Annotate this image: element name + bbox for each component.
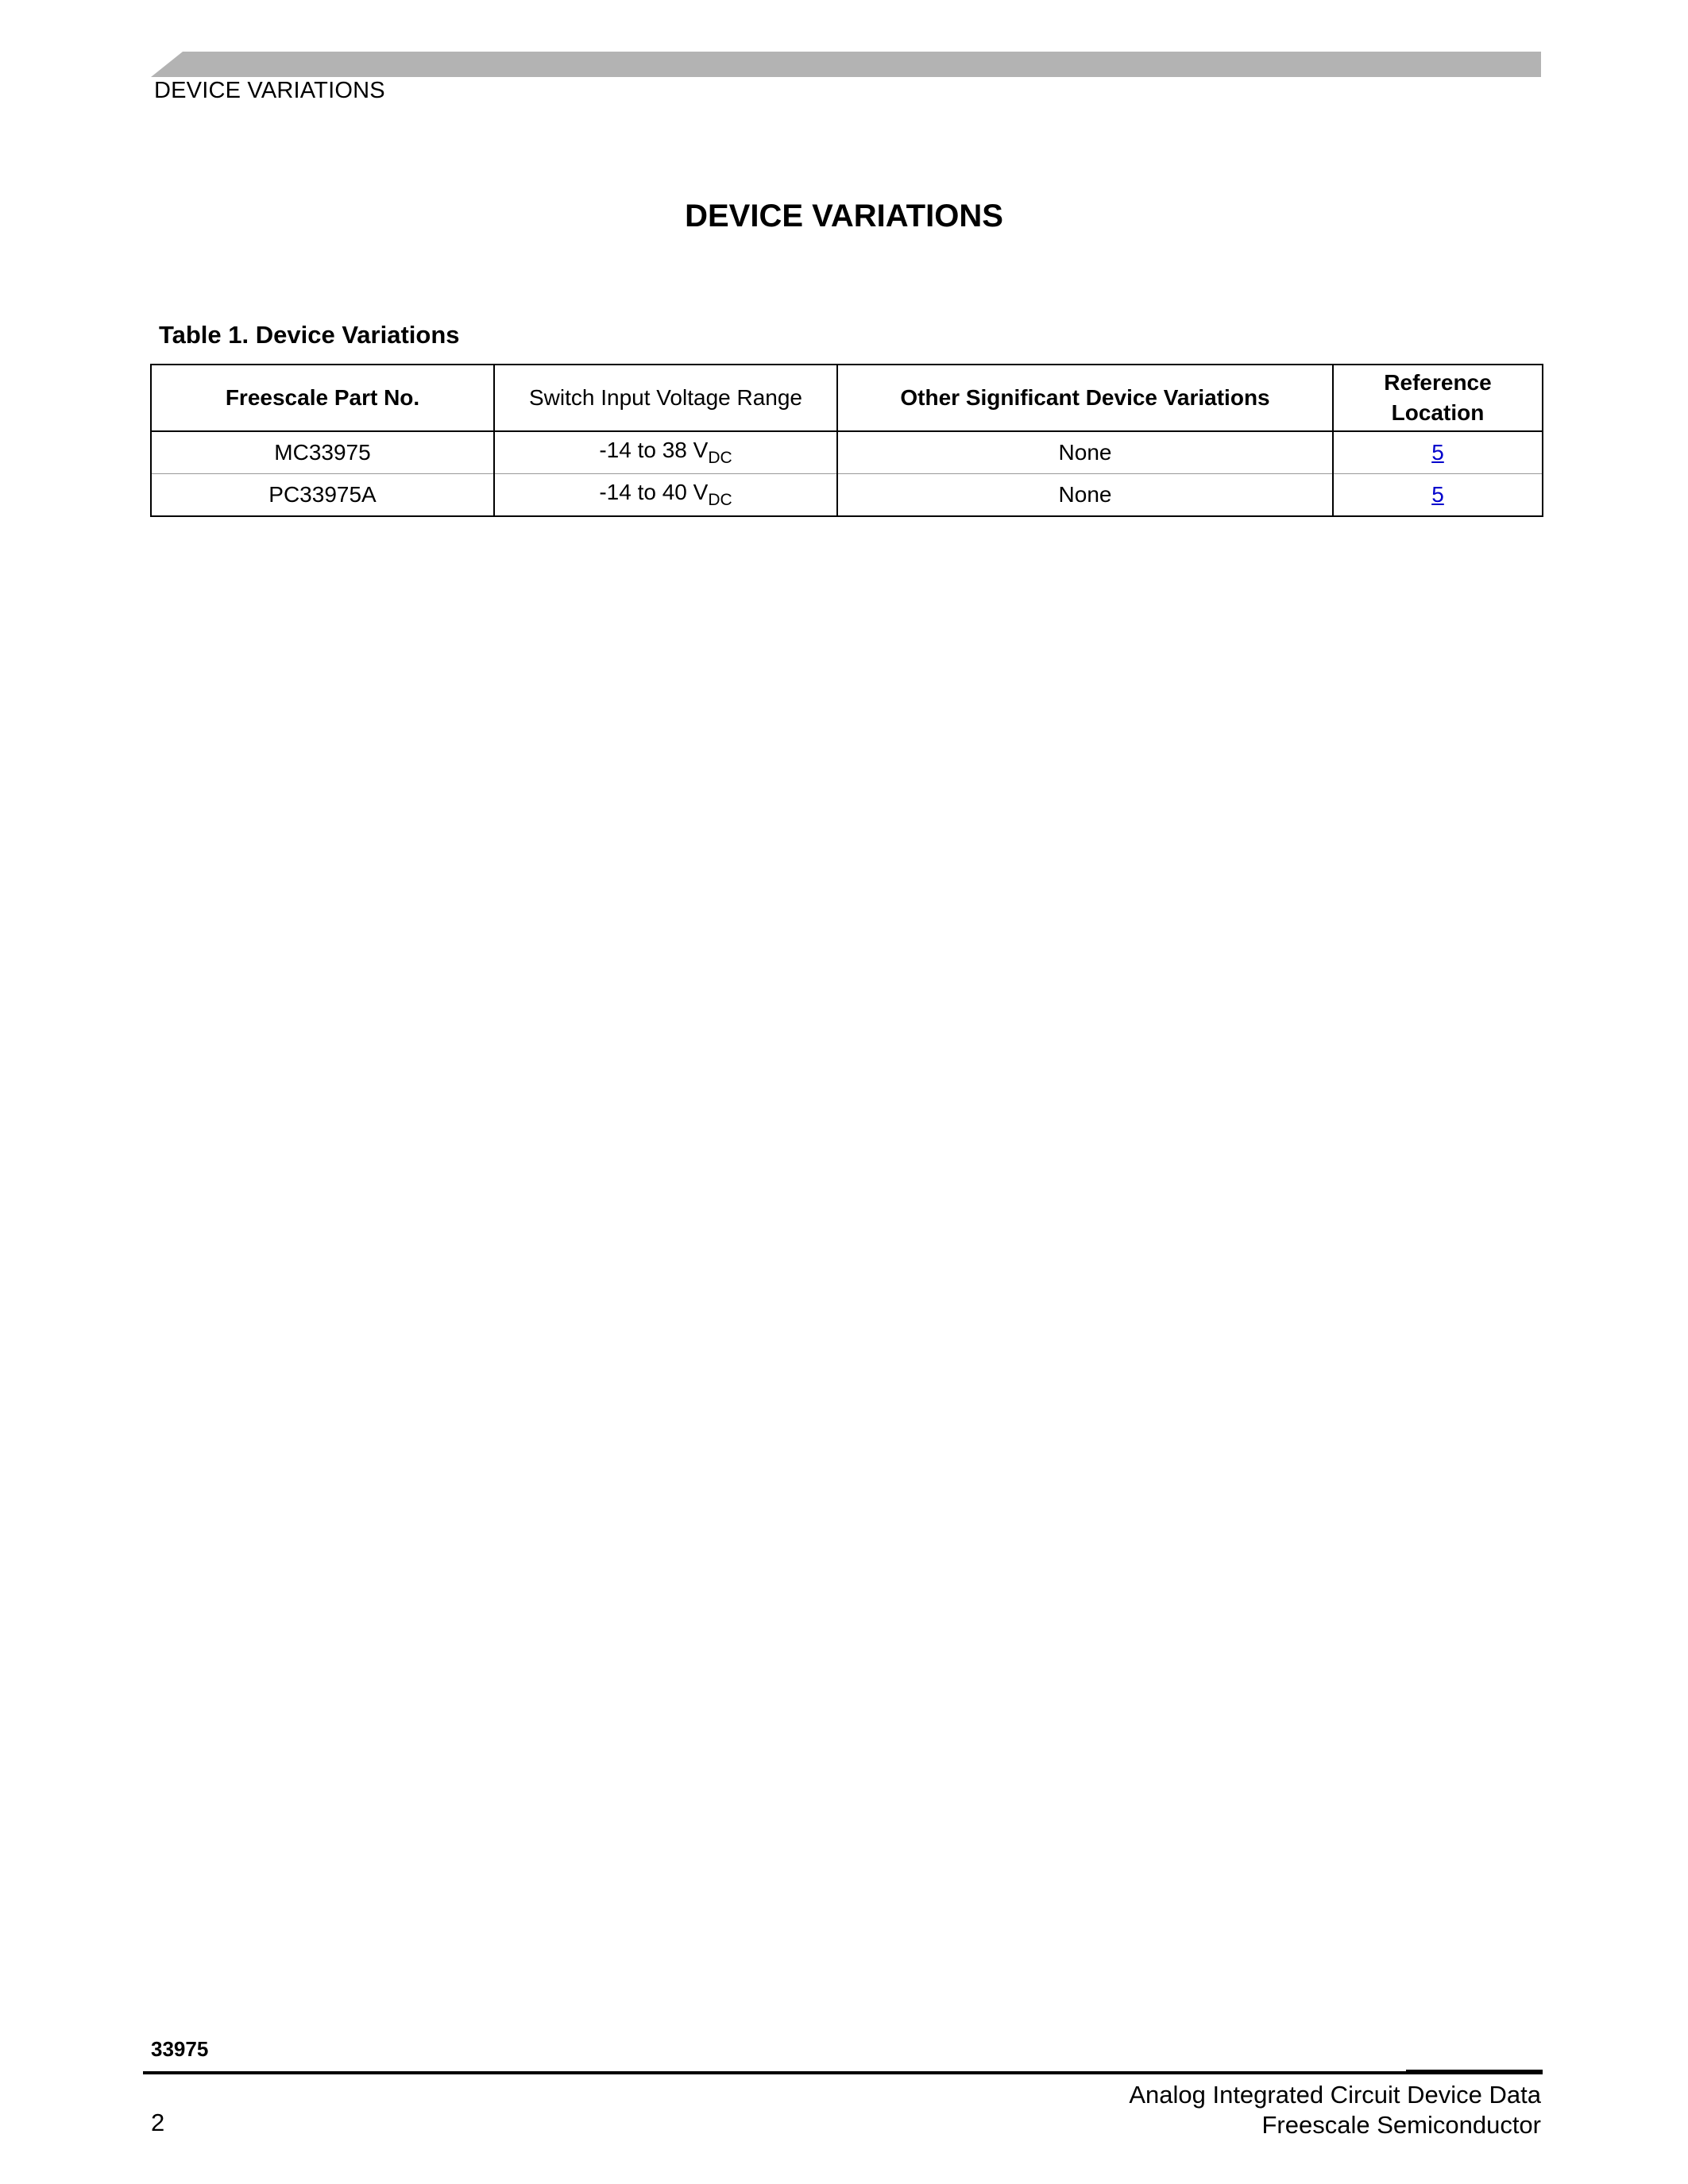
footer-doc-title: Analog Integrated Circuit Device Data [1129,2081,1541,2109]
column-header-voltage: Switch Input Voltage Range [494,365,837,431]
table-caption: Table 1. Device Variations [159,321,460,349]
footer-part-number: 33975 [151,2037,209,2061]
voltage-unit-subscript: DC [708,449,732,467]
table-row [151,474,1543,517]
device-variations-table [150,364,1543,517]
reference-cell [1333,474,1543,517]
footer-rule [143,2067,1543,2075]
footer-company: Freescale Semiconductor [1261,2111,1541,2139]
voltage-range-cell [494,474,837,517]
page-title: DEVICE VARIATIONS [685,199,1003,233]
reference-cell [1333,431,1543,474]
voltage-range-value: -14 to 38 V [599,438,709,462]
table-row [151,431,1543,474]
part-number-cell: MC33975 [151,431,494,474]
voltage-range-value: -14 to 40 V [599,480,709,504]
column-header-part: Freescale Part No. [151,365,494,431]
header-bar [151,52,1541,77]
variations-cell: None [837,431,1333,474]
footer-doc-info [1129,2080,1541,2140]
running-head: DEVICE VARIATIONS [154,78,385,103]
reference-link[interactable]: 5 [1431,440,1444,465]
variations-cell: None [837,474,1333,517]
page-number: 2 [151,2109,165,2136]
column-header-variations: Other Significant Device Variations [837,365,1333,431]
reference-link[interactable]: 5 [1431,482,1444,507]
part-number-cell: PC33975A [151,474,494,517]
voltage-unit-subscript: DC [708,491,732,509]
voltage-range-cell [494,431,837,474]
column-header-reference-label: Reference Location [1384,370,1492,425]
table-header-row [151,365,1543,431]
column-header-reference [1333,365,1543,431]
